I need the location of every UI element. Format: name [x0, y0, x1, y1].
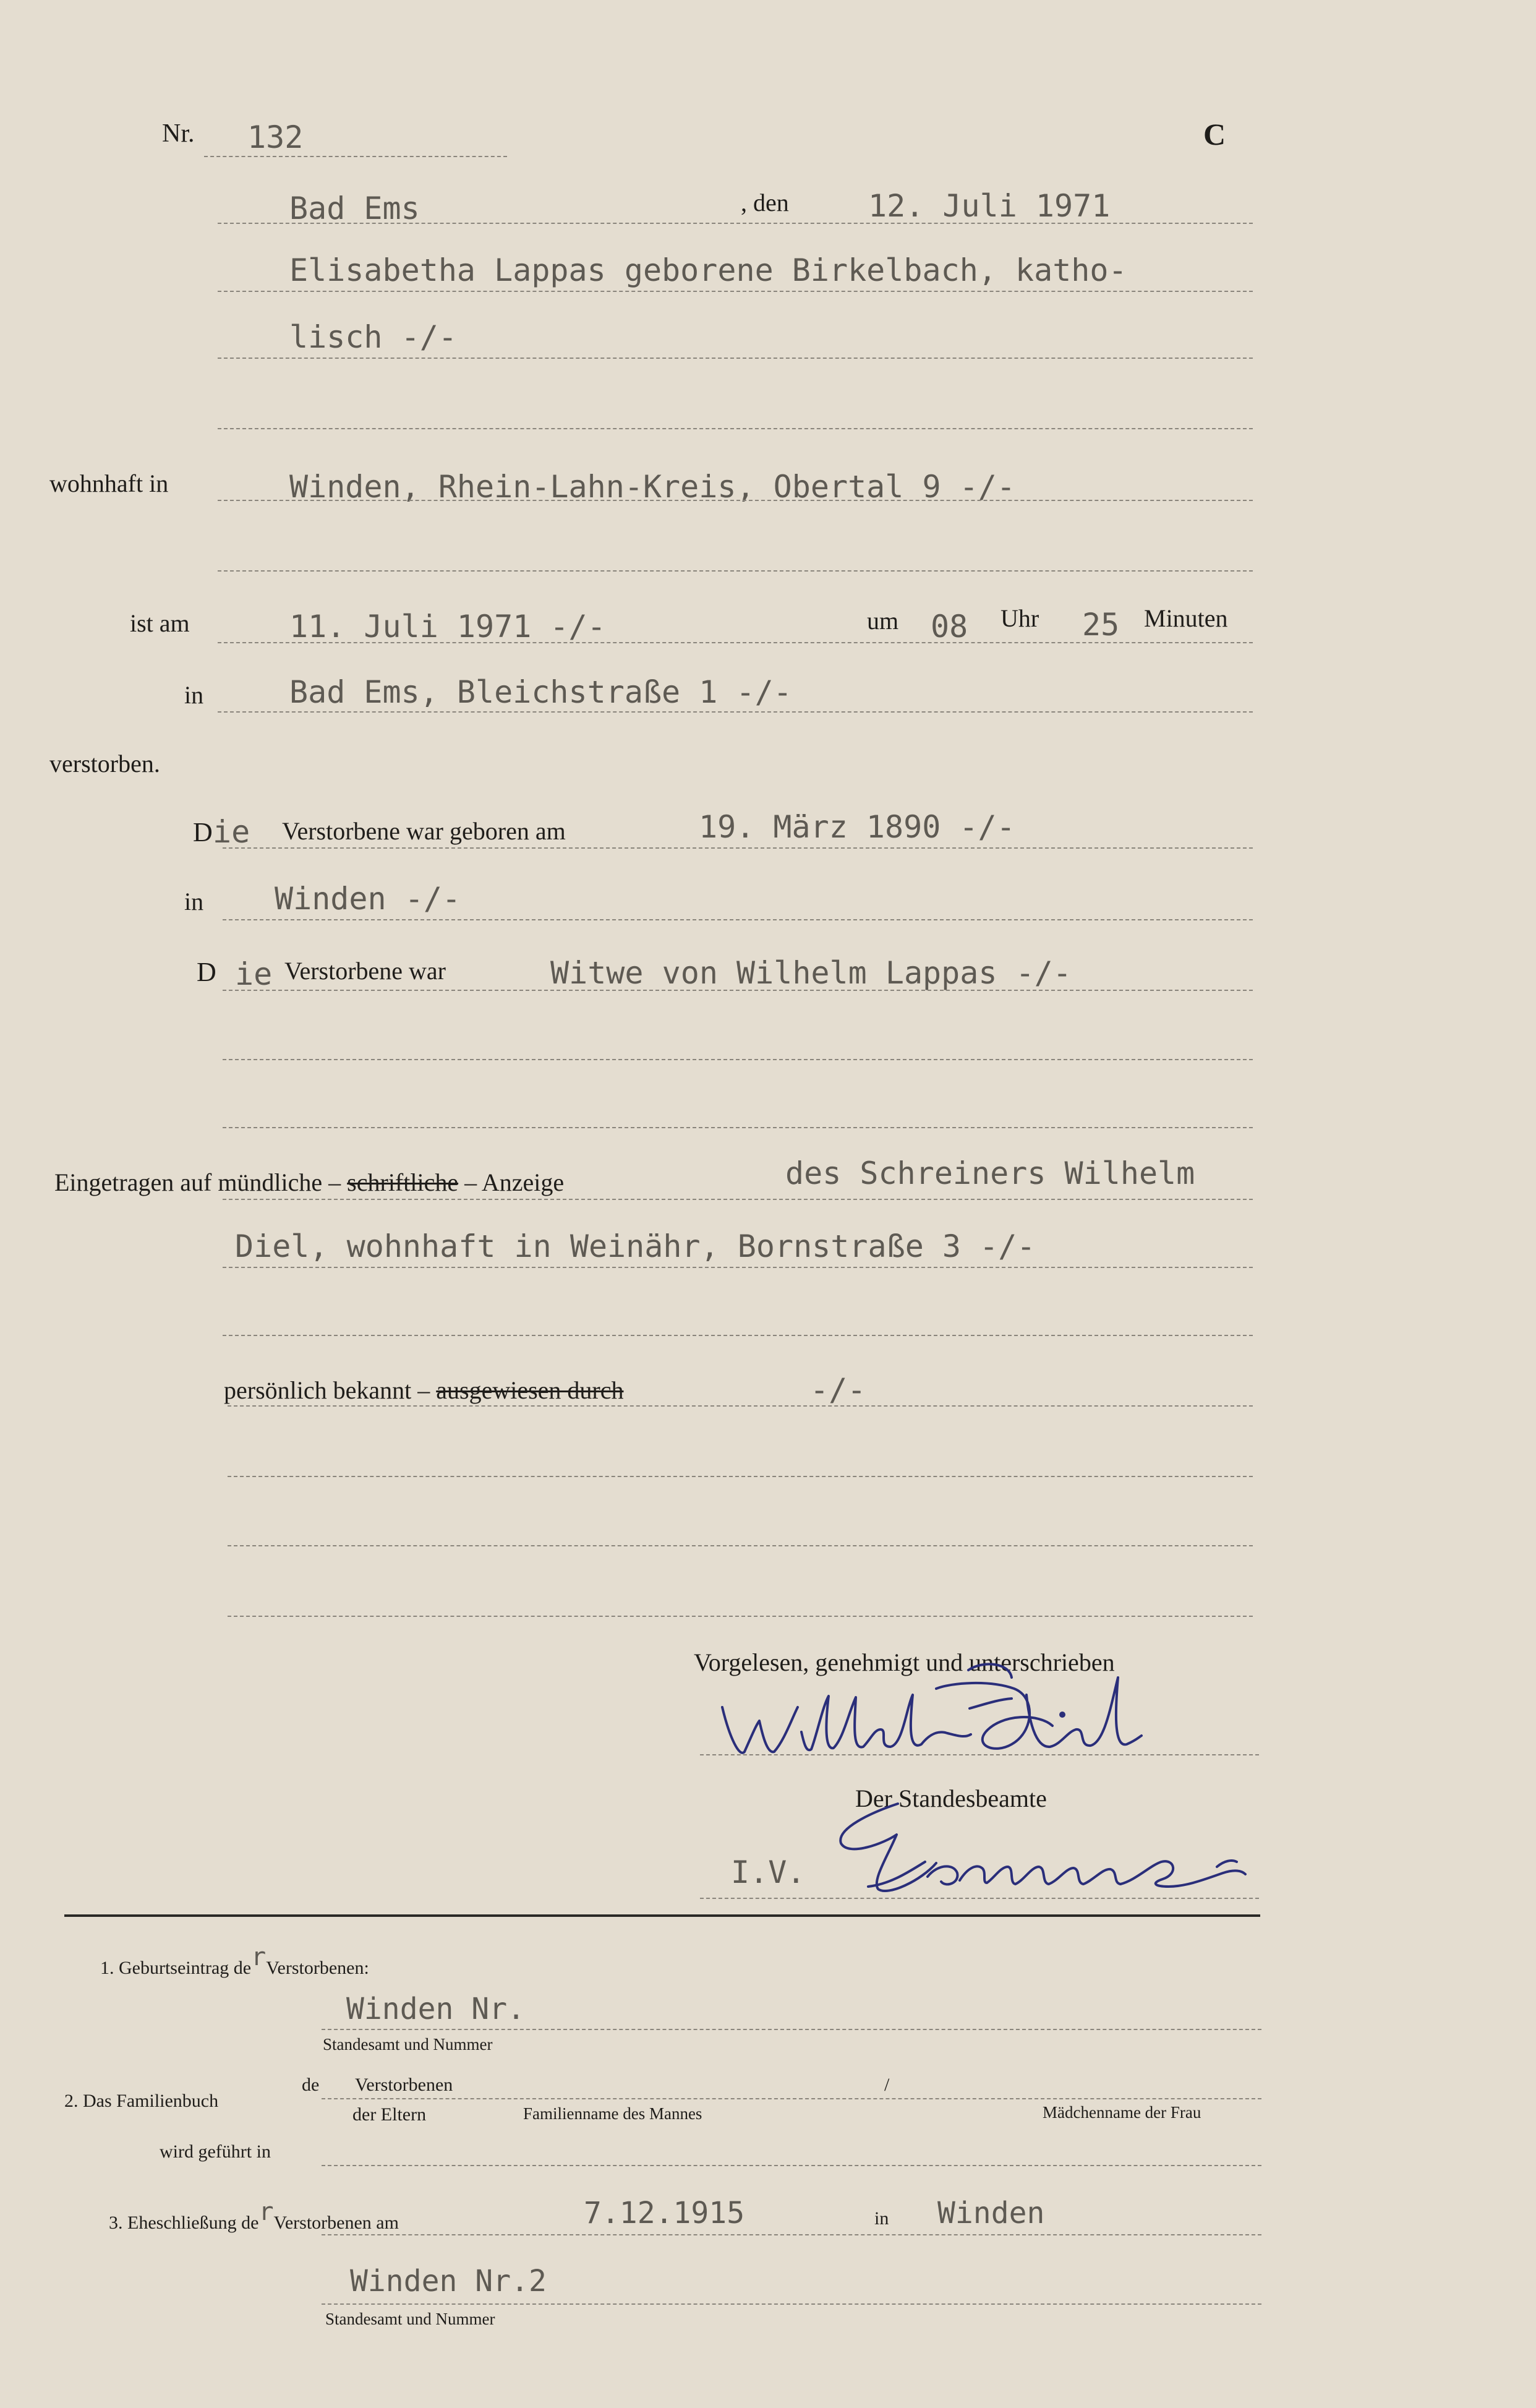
- item3-place: Winden: [937, 2196, 1045, 2230]
- death-date: 11. Juli 1971 -/-: [289, 609, 606, 645]
- item3-office-line: [322, 2303, 1261, 2305]
- informant-label-end: – Anzeige: [458, 1168, 565, 1196]
- identification-known: persönlich bekannt –: [224, 1376, 437, 1404]
- residence-value: Winden, Rhein-Lahn-Kreis, Obertal 9 -/-: [289, 469, 1015, 505]
- death-date-label: ist am: [130, 609, 190, 637]
- minuten-label: Minuten: [1144, 604, 1228, 632]
- item3-sup: r: [258, 2198, 274, 2226]
- identification-value: -/-: [810, 1372, 866, 1408]
- item3-in: in: [874, 2208, 889, 2229]
- status-value: Witwe von Wilhelm Lappas -/-: [550, 955, 1072, 991]
- birth-place: Winden -/-: [275, 881, 461, 917]
- item3-label-a: 3. Eheschließung de: [109, 2213, 259, 2233]
- item3-label: [109, 2198, 399, 2233]
- nr-label: Nr.: [162, 119, 195, 148]
- name-line2: lisch -/-: [289, 319, 457, 355]
- uhr-label: Uhr: [1001, 604, 1039, 632]
- form-letter: C: [1203, 117, 1226, 152]
- item3-label-b: Verstorbenen am: [273, 2213, 399, 2233]
- read-approved-signed: Vorgelesen, genehmigt und unterschrieben: [694, 1648, 1115, 1676]
- status-d-prefix: D: [197, 957, 216, 987]
- birth-d-prefix: D: [193, 817, 213, 847]
- item3-date: 7.12.1915: [584, 2196, 745, 2230]
- item1-label-b: Verstorbenen:: [266, 1958, 369, 1978]
- name-line1: Elisabetha Lappas geborene Birkelbach, katho-: [289, 252, 1127, 288]
- informant-line1: des Schreiners Wilhelm: [785, 1155, 1195, 1191]
- registrar-label: Der Standesbeamte: [855, 1785, 1047, 1812]
- informant-line2: Diel, wohnhaft in Weinähr, Bornstraße 3 -/-: [235, 1228, 1036, 1264]
- item1-caption: Standesamt und Nummer: [323, 2035, 493, 2054]
- item2-caption-maiden: Mädchenname der Frau: [1043, 2103, 1201, 2122]
- status-label: Verstorbene war: [284, 957, 446, 985]
- informant-signature: [722, 1664, 1141, 1752]
- registrar-signature: [840, 1804, 1245, 1891]
- item2-caption-husband: Familienname des Mannes: [523, 2104, 702, 2123]
- item1-label: [100, 1943, 369, 1978]
- death-minutes: 25: [1082, 607, 1120, 643]
- status-d-suffix: ie: [235, 956, 273, 992]
- place: Bad Ems: [289, 191, 420, 226]
- item3-office: Winden Nr.2: [350, 2264, 547, 2299]
- iv-label: I.V.: [731, 1854, 806, 1890]
- residence-label: wohnhaft in: [49, 469, 169, 497]
- item2-deceased: Verstorbenen: [355, 2075, 453, 2095]
- item2-kept-label: wird geführt in: [160, 2141, 271, 2162]
- birth-d-suffix: ie: [213, 814, 250, 850]
- birth-date: 19. März 1890 -/-: [699, 809, 1015, 845]
- entry-date: 12. Juli 1971: [868, 188, 1111, 224]
- death-place: Bad Ems, Bleichstraße 1 -/-: [289, 674, 792, 710]
- informant-label-start: Eingetragen auf mündliche –: [54, 1168, 348, 1196]
- item1-label-a: 1. Geburtseintrag de: [100, 1958, 252, 1978]
- nr-value: 132: [247, 119, 304, 155]
- death-hour: 08: [931, 609, 968, 645]
- item2-line: [322, 2098, 1261, 2099]
- item3-line: [322, 2234, 1261, 2235]
- um-label: um: [867, 607, 899, 635]
- informant-label-struck: schriftliche: [347, 1168, 459, 1196]
- item1-sup: r: [251, 1943, 267, 1971]
- verstorben-label: verstorben.: [49, 750, 160, 778]
- separator-rule: [64, 1914, 1260, 1917]
- item1-value: Winden Nr.: [346, 1992, 525, 2026]
- item2-slash: /: [884, 2075, 890, 2095]
- birth-label: Verstorbene war geboren am: [282, 817, 566, 845]
- item2-kept-line: [322, 2165, 1261, 2166]
- den-label: , den: [741, 189, 789, 216]
- identification-struck: ausgewiesen durch: [436, 1376, 624, 1404]
- item2-parents: der Eltern: [352, 2104, 427, 2125]
- birth-place-label: in: [184, 888, 204, 915]
- death-place-label: in: [184, 681, 204, 709]
- item3-caption: Standesamt und Nummer: [325, 2310, 495, 2328]
- item1-line: [322, 2029, 1261, 2030]
- item2-label: 2. Das Familienbuch: [64, 2091, 219, 2111]
- item2-de: de: [302, 2075, 320, 2095]
